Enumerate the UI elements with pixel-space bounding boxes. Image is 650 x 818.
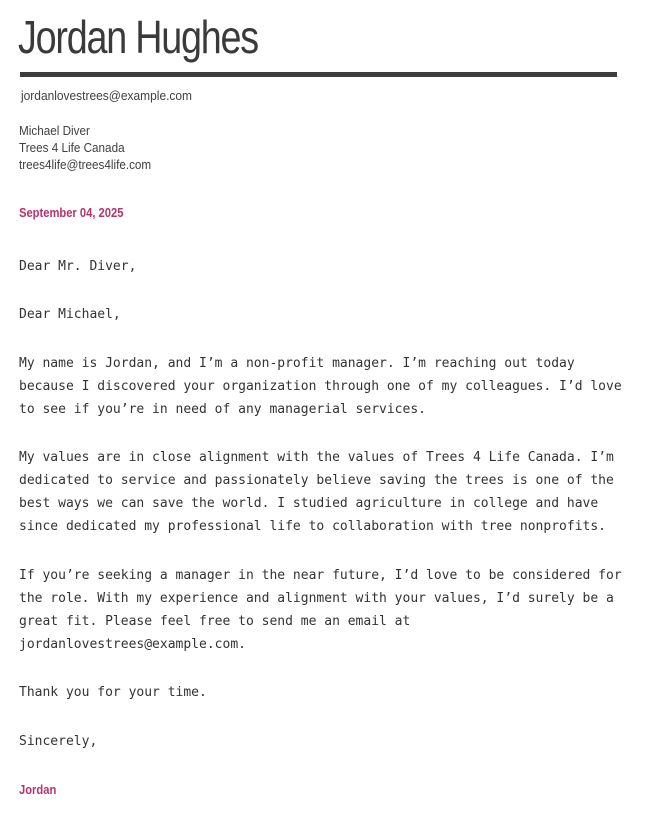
recipient-block bbox=[19, 122, 166, 173]
header-divider bbox=[20, 72, 617, 77]
paragraph-line: since dedicated my professional life to collaboration with tree nonprofits. bbox=[19, 519, 606, 534]
salutation-formal: Dear Mr. Diver, bbox=[19, 259, 137, 274]
paragraph-line: great fit. Please feel free to send me an email at bbox=[19, 614, 411, 629]
recipient-organization: Trees 4 Life Canada bbox=[19, 140, 125, 155]
paragraph-line: to see if you’re in need of any managerial services. bbox=[19, 402, 426, 417]
letter-date: September 04, 2025 bbox=[19, 205, 124, 220]
sender-email: jordanlovestrees@example.com bbox=[21, 88, 193, 103]
paragraph-line: best ways we can save the world. I studied agriculture in college and have bbox=[19, 496, 599, 511]
paragraph-values bbox=[19, 446, 614, 538]
closing-line: Sincerely, bbox=[19, 734, 98, 749]
paragraph-line: If you’re seeking a manager in the near future, I’d love to be considered for bbox=[19, 568, 622, 583]
paragraph-line: the role. With my experience and alignment with your values, I’d surely be a bbox=[19, 591, 614, 606]
recipient-email: trees4life@trees4life.com bbox=[19, 157, 152, 172]
paragraph-line: jordanlovestrees@example.com. bbox=[19, 637, 246, 652]
paragraph-introduction bbox=[19, 352, 622, 421]
signature: Jordan bbox=[19, 782, 57, 797]
paragraph-request bbox=[19, 564, 622, 656]
sender-name: Jordan Hughes bbox=[18, 11, 258, 63]
paragraph-line: My name is Jordan, and I’m a non-profit manager. I’m reaching out today bbox=[19, 356, 575, 371]
paragraph-line: because I discovered your organization through one of my colleagues. I’d love bbox=[19, 379, 622, 394]
recipient-name: Michael Diver bbox=[19, 123, 90, 138]
thanks-line: Thank you for your time. bbox=[19, 685, 207, 700]
paragraph-line: My values are in close alignment with the values of Trees 4 Life Canada. I’m bbox=[19, 450, 614, 465]
salutation-informal: Dear Michael, bbox=[19, 307, 121, 322]
paragraph-line: dedicated to service and passionately believe saving the trees is one of the bbox=[19, 473, 614, 488]
